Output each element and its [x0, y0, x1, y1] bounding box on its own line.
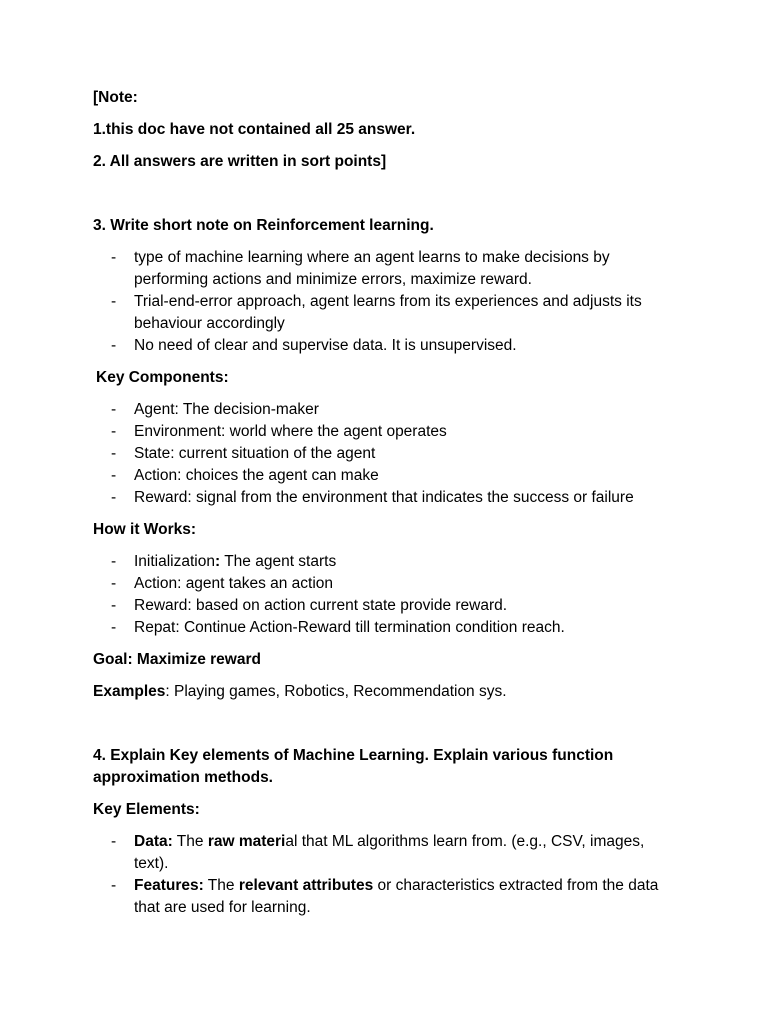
list-item: - Data: The raw material that ML algorithms learn from. (e.g., CSV, images, text). [111, 833, 645, 872]
list-item: - Repat: Continue Action-Reward till termination condition reach. [111, 619, 565, 636]
document-body [93, 87, 683, 919]
key-elements-list [93, 831, 683, 919]
goal-line: Goal: Maximize reward [93, 651, 261, 668]
q4-title: 4. Explain Key elements of Machine Learning. Explain various function approximation methods. [93, 747, 614, 786]
key-components-list [93, 399, 683, 509]
list-item: - Reward: based on action current state provide reward. [111, 597, 508, 614]
q3-title: 3. Write short note on Reinforcement learning. [93, 217, 434, 234]
how-it-works-list [93, 551, 683, 639]
list-item: - Reward: signal from the environment that indicates the success or failure [111, 489, 634, 506]
q3-intro-list [93, 247, 683, 357]
list-item: - Initialization: The agent starts [111, 553, 337, 570]
note-line-2: 2. All answers are written in sort points] [93, 153, 387, 170]
list-item: - No need of clear and supervise data. It is unsupervised. [111, 337, 517, 354]
list-item: - Features: The relevant attributes or characteristics extracted from the data that are used for learning. [111, 877, 659, 916]
key-elements-heading: Key Elements: [93, 801, 200, 818]
list-item: - Action: choices the agent can make [111, 467, 379, 484]
list-item: - Environment: world where the agent operates [111, 423, 447, 440]
list-item: - Action: agent takes an action [111, 575, 334, 592]
list-item: - Trial-end-error approach, agent learns from its experiences and adjusts its behaviour accordingly [111, 293, 642, 332]
examples-line: Examples: Playing games, Robotics, Recommendation sys. [93, 683, 507, 700]
list-item: - State: current situation of the agent [111, 445, 376, 462]
note-heading: [Note: [93, 89, 138, 106]
note-line-1: 1.this doc have not contained all 25 answer. [93, 121, 416, 138]
how-it-works-heading: How it Works: [93, 521, 197, 538]
list-item: - Agent: The decision-maker [111, 401, 319, 418]
list-item: - type of machine learning where an agent learns to make decisions by performing actions and minimize errors, maximize reward. [111, 249, 610, 288]
key-components-heading: Key Components: [96, 369, 229, 386]
